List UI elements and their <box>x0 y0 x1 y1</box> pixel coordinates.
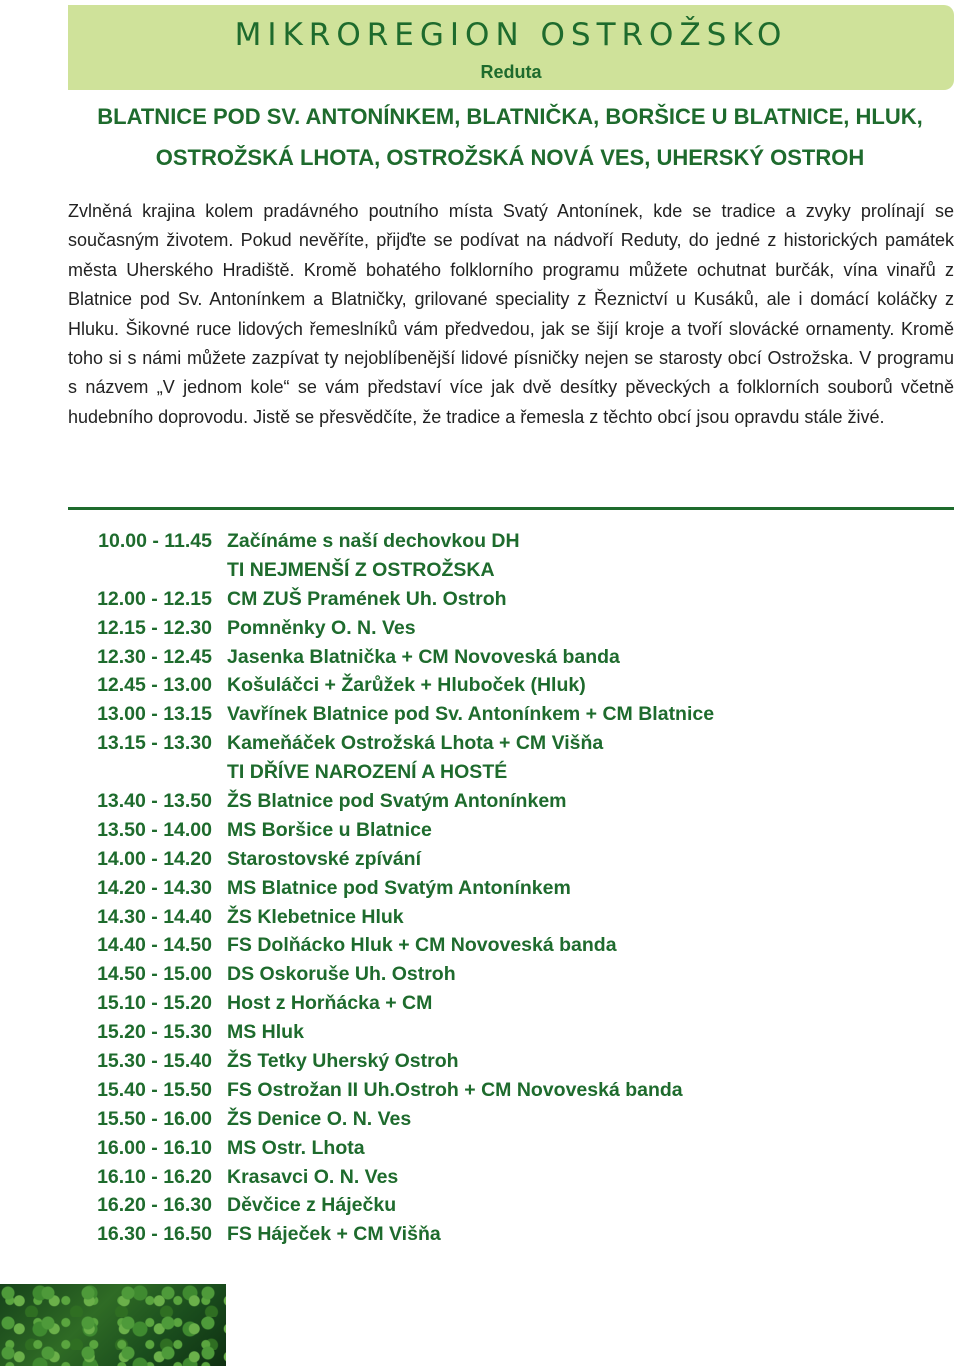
schedule-time: 16.30 - 16.50 <box>97 1223 212 1246</box>
schedule-act: DS Oskoruše Uh. Ostroh <box>227 963 456 986</box>
schedule-act: FS Dolňácko Hluk + CM Novoveská banda <box>227 934 617 957</box>
intro-paragraph: Zvlněná krajina kolem pradávného poutního místa Svatý Antonínek, kde se tradice a zvyky prolínají se současným životem. Pokud nevěříte, přijďte se podívat na nádvoří Reduty, do jedné z historických památek města Uherského Hradiště. Kromě bohatého folklorního programu můžete ochutnat burčák, vína vinařů z Blatnice pod Sv. Antonínkem a Blatničky, grilované speciality z Řeznictví u Kusáků, ale i domácí koláčky z Hluku. Šikovné ruce lidových řemeslníků vám předvedou, jak se šijí kroje a tvoří slovácké ornamenty. Kromě toho si s námi můžete zazpívat ty nejoblíbenější lidové písničky nejen se starosty obcí Ostrožska. V programu s názvem „V jednom kole“ se vám představí více jak dvě desítky pěveckých a folklorních souborů včetně hudebního doprovodu. Jistě se přesvědčíte, že tradice a řemesla z těchto obcí jsou opravdu stále živé. <box>68 201 954 427</box>
schedule-row <box>0 1137 960 1166</box>
schedule-time: 14.30 - 14.40 <box>97 905 212 928</box>
schedule-act: MS Blatnice pod Svatým Antonínkem <box>227 876 571 899</box>
header-banner <box>68 5 954 90</box>
schedule-row <box>0 617 960 646</box>
schedule-act: ŽS Blatnice pod Svatým Antonínkem <box>227 790 567 813</box>
schedule-act: CM ZUŠ Pramének Uh. Ostroh <box>227 587 507 610</box>
schedule-row <box>0 1194 960 1223</box>
schedule-act: Host z Horňácka + CM <box>227 992 433 1015</box>
schedule-time: 13.40 - 13.50 <box>97 790 212 813</box>
schedule-time: 13.50 - 14.00 <box>97 818 212 841</box>
schedule-time: 16.10 - 16.20 <box>97 1165 212 1188</box>
schedule-row <box>0 732 960 761</box>
schedule-act: MS Boršice u Blatnice <box>227 818 432 841</box>
schedule-time: 13.15 - 13.30 <box>97 732 212 755</box>
schedule-act: Pomněnky O. N. Ves <box>227 616 416 639</box>
schedule-row <box>0 530 960 559</box>
schedule-time: 15.40 - 15.50 <box>97 1078 212 1101</box>
schedule-act: ŽS Denice O. N. Ves <box>227 1107 412 1130</box>
schedule-time: 15.20 - 15.30 <box>97 1021 212 1044</box>
decorative-photo <box>0 1284 226 1366</box>
schedule-act: Děvčice z Háječku <box>227 1194 397 1217</box>
schedule-act: FS Ostrožan II Uh.Ostroh + CM Novoveská banda <box>227 1078 683 1101</box>
schedule-time: 16.00 - 16.10 <box>97 1136 212 1159</box>
schedule-time: 15.10 - 15.20 <box>97 992 212 1015</box>
schedule-act: ŽS Klebetnice Hluk <box>227 905 404 928</box>
schedule-act: MS Hluk <box>227 1021 304 1044</box>
schedule-row <box>0 848 960 877</box>
schedule-act: FS Háječek + CM Višňa <box>227 1223 441 1246</box>
schedule-time: 12.00 - 12.15 <box>97 587 212 610</box>
schedule-row <box>0 1223 960 1252</box>
schedule-act: Krasavci O. N. Ves <box>227 1165 399 1188</box>
schedule-row <box>0 906 960 935</box>
schedule-act: Vavřínek Blatnice pod Sv. Antonínkem + CM Blatnice <box>227 703 715 726</box>
schedule-time: 15.50 - 16.00 <box>97 1107 212 1130</box>
schedule-time: 14.20 - 14.30 <box>97 876 212 899</box>
schedule-act: MS Ostr. Lhota <box>227 1136 365 1159</box>
schedule-row <box>0 1166 960 1195</box>
schedule-row <box>0 761 960 790</box>
schedule-time: 16.20 - 16.30 <box>97 1194 212 1217</box>
schedule-time: 14.40 - 14.50 <box>97 934 212 957</box>
schedule-act: Košuláčci + Žarůžek + Hluboček (Hluk) <box>227 674 586 697</box>
schedule-act: Jasenka Blatnička + CM Novoveská banda <box>227 645 620 668</box>
schedule-row <box>0 1079 960 1108</box>
villages-line-1: BLATNICE POD SV. ANTONÍNKEM, BLATNIČKA, BORŠICE U BLATNICE, HLUK, <box>97 104 923 129</box>
schedule-time: 12.45 - 13.00 <box>97 674 212 697</box>
schedule-act: TI DŘÍVE NAROZENÍ A HOSTÉ <box>227 761 508 784</box>
schedule-row <box>0 646 960 675</box>
schedule-time: 10.00 - 11.45 <box>98 530 212 552</box>
schedule-row <box>0 1108 960 1137</box>
schedule-row <box>0 703 960 732</box>
schedule-act: Začínáme s naší dechovkou DH <box>227 530 520 552</box>
schedule-time: 13.00 - 13.15 <box>97 703 212 726</box>
schedule-row <box>0 790 960 819</box>
schedule-row <box>0 1021 960 1050</box>
schedule-row <box>0 877 960 906</box>
schedule-row <box>0 963 960 992</box>
schedule-time: 12.30 - 12.45 <box>97 645 212 668</box>
page-title: MIKROREGION OSTROŽSKO <box>234 17 788 53</box>
schedule-act: Starostovské zpívání <box>227 847 421 870</box>
schedule-time: 15.30 - 15.40 <box>97 1050 212 1073</box>
schedule-time: 12.15 - 12.30 <box>97 616 212 639</box>
schedule-row <box>0 1050 960 1079</box>
schedule-act: ŽS Tetky Uherský Ostroh <box>227 1050 459 1073</box>
venue-subtitle: Reduta <box>480 62 542 82</box>
schedule-row <box>0 588 960 617</box>
villages-line-2: OSTROŽSKÁ LHOTA, OSTROŽSKÁ NOVÁ VES, UHERSKÝ OSTROH <box>155 145 865 170</box>
schedule-act: Kameňáček Ostrožská Lhota + CM Višňa <box>227 732 604 755</box>
schedule-time: 14.50 - 15.00 <box>97 963 212 986</box>
schedule-row <box>0 934 960 963</box>
schedule-row <box>0 819 960 848</box>
divider <box>68 507 954 510</box>
schedule-list <box>0 530 960 1252</box>
schedule-row <box>0 992 960 1021</box>
schedule-time: 14.00 - 14.20 <box>97 847 212 870</box>
schedule-row <box>0 559 960 588</box>
schedule-row <box>0 674 960 703</box>
schedule-act: TI NEJMENŠÍ Z OSTROŽSKA <box>227 558 495 581</box>
